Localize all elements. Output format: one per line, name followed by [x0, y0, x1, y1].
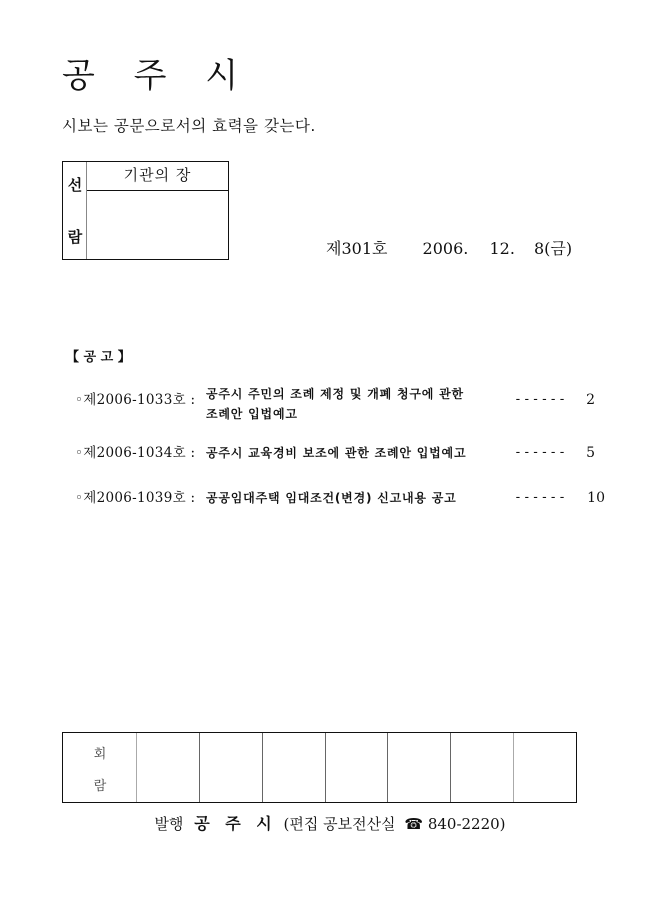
notice-leader: ------ — [514, 490, 567, 505]
circulation-label — [63, 733, 137, 802]
notice-page: 10 — [587, 490, 605, 506]
issue-month: 12. — [489, 239, 515, 258]
review-side-top: 선 — [67, 176, 83, 194]
footer-phone: 840-2220) — [427, 815, 506, 833]
circulation-cell — [514, 733, 576, 802]
notice-leader: ------ — [514, 392, 567, 407]
review-box — [62, 161, 229, 260]
section-title: 【 공 고 】 — [66, 350, 131, 365]
circulation-label-top: 회 — [93, 747, 107, 762]
notice-title[interactable]: 공주시 교육경비 보조에 관한 조례안 입법예고 — [206, 446, 467, 460]
notice-number: ◦제2006-1034호 : — [75, 445, 196, 461]
review-header: 기관의 장 — [87, 162, 228, 191]
notice-leader: ------ — [514, 445, 567, 460]
circulation-table — [62, 732, 577, 803]
review-side-bottom: 람 — [67, 228, 83, 246]
circulation-cell — [451, 733, 514, 802]
review-side-label — [63, 162, 87, 259]
notice-title-line: 공주시 주민의 조례 제정 및 개폐 청구에 관한 — [206, 387, 464, 401]
circulation-cell — [137, 733, 200, 802]
footer-publisher: 공 주 시 — [194, 814, 277, 833]
issue-number: 제301호 — [326, 239, 388, 258]
notice-title[interactable]: 공공임대주택 임대조건(변경) 신고내용 공고 — [206, 491, 457, 505]
notice-title[interactable] — [206, 384, 464, 424]
page-title: 공 주 시 — [62, 56, 253, 96]
circulation-cell — [388, 733, 451, 802]
notice-title-line: 조례안 입법예고 — [206, 407, 298, 421]
issue-day: 8(금) — [534, 239, 573, 258]
circulation-cell — [263, 733, 326, 802]
notice-number: ◦제2006-1039호 : — [75, 490, 196, 506]
circulation-cell — [326, 733, 389, 802]
publisher-footer — [0, 814, 650, 834]
footer-prefix: 발행 — [154, 815, 184, 833]
footer-editor: (편집 공보전산실 — [283, 815, 396, 833]
notice-number: ◦제2006-1033호 : — [75, 392, 196, 408]
notice-page: 5 — [586, 445, 595, 461]
telephone-icon: ☎ — [404, 815, 424, 833]
notice-page: 2 — [586, 392, 595, 408]
issue-year: 2006. — [422, 239, 469, 258]
page-subtitle: 시보는 공문으로서의 효력을 갖는다. — [62, 117, 316, 135]
circulation-label-bottom: 람 — [93, 779, 107, 794]
issue-info — [326, 238, 572, 260]
circulation-cell — [200, 733, 263, 802]
